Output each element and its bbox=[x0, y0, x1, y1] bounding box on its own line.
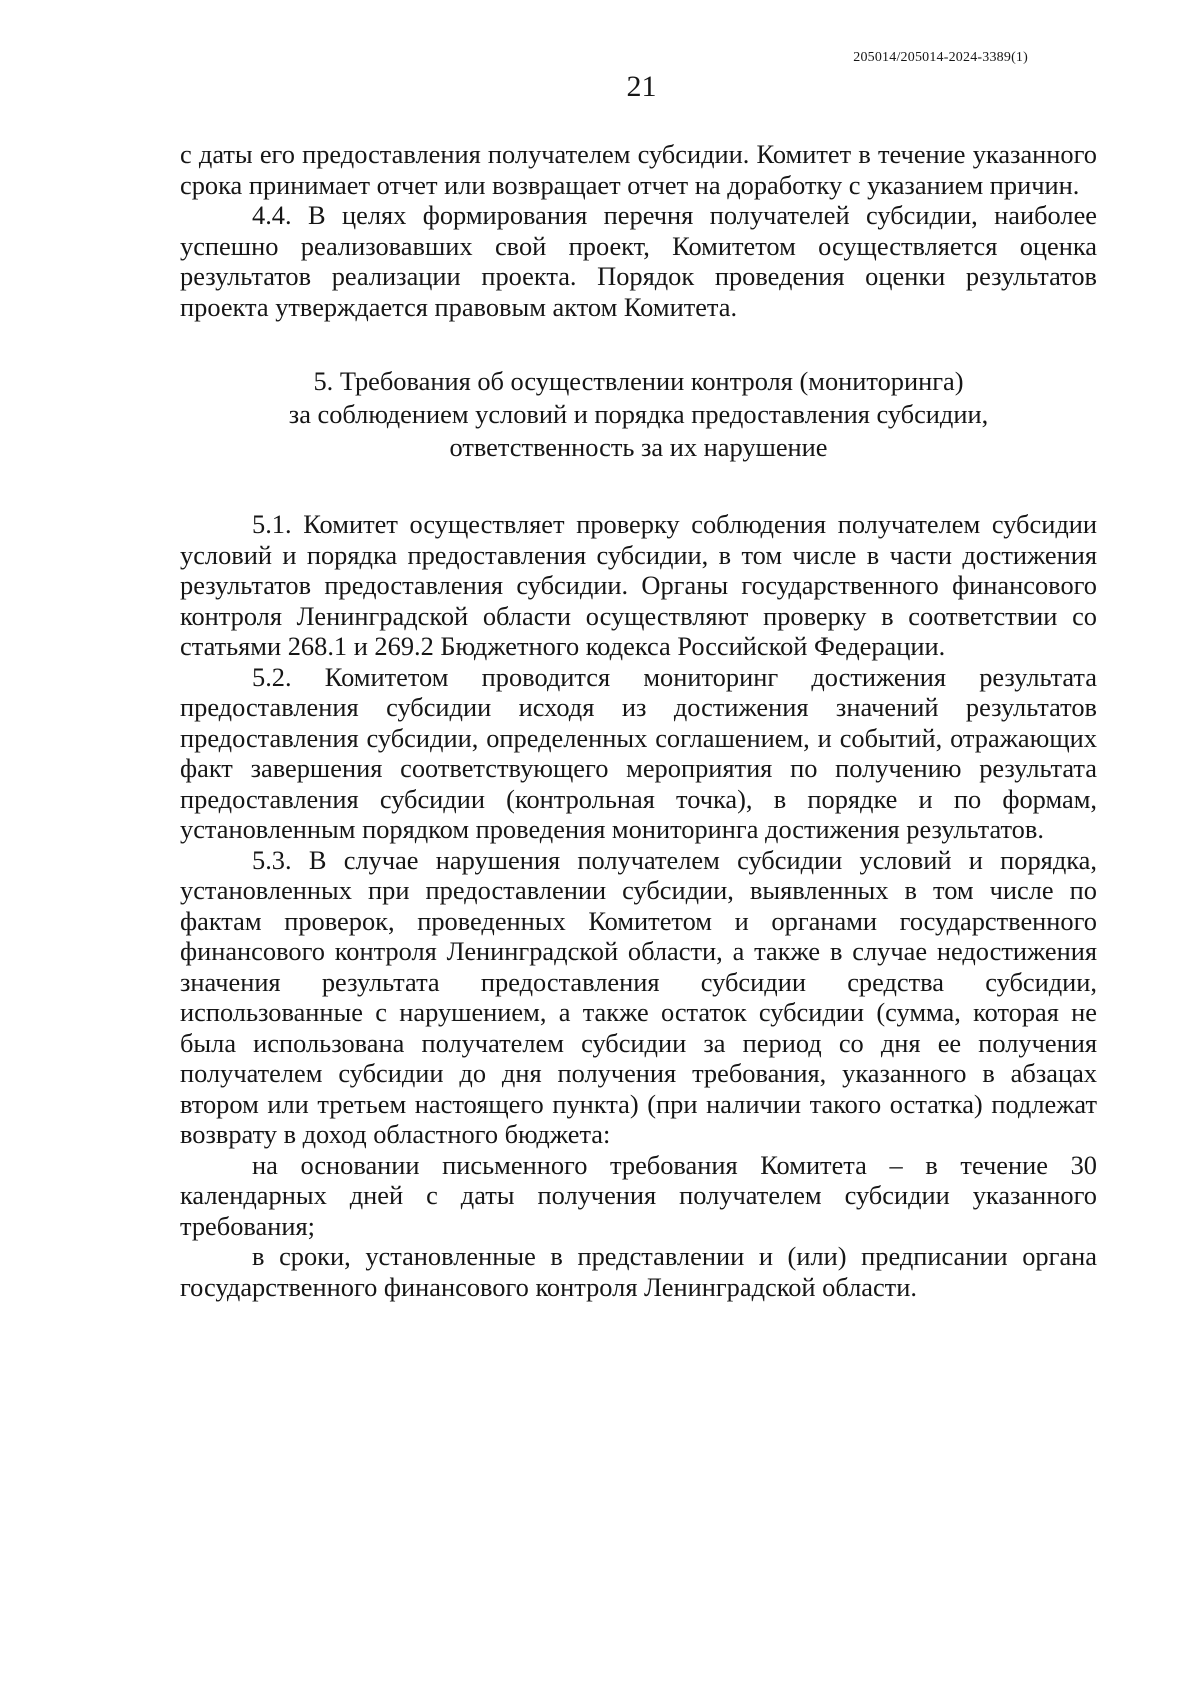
paragraph-4-4: 4.4. В целях формирования перечня получателей субсидии, наиболее успешно реализовавших свой проект, Комитетом осуществляется оценка результатов реализации проекта. Порядок проведения оценки результатов проекта утверждается правовым актом Комитета. bbox=[180, 200, 1097, 322]
paragraph-5-3-item-1: на основании письменного требования Комитета – в течение 30 календарных дней с даты получения получателем субсидии указанного требования; bbox=[180, 1149, 1097, 1241]
paragraph-5-2: 5.2. Комитетом проводится мониторинг достижения результата предоставления субсидии исходя из достижения значений результатов предоставления субсидии, определенных соглашением, и событий, отражающих факт завершения соответствующего мероприятия по получению результата предоставления субсидии (контрольная точка), в порядке и по формам, установленным порядком проведения мониторинга достижения результатов. bbox=[180, 661, 1097, 844]
section-5-title-line-1: 5. Требования об осуществлении контроля (мониторинга) bbox=[313, 366, 964, 396]
paragraph-continuation: с даты его предоставления получателем субсидии. Комитет в течение указанного срока принимает отчет или возвращает отчет на доработку с указанием причин. bbox=[180, 139, 1097, 200]
document-id: 205014/205014-2024-3389(1) bbox=[853, 50, 1028, 65]
paragraph-5-1: 5.1. Комитет осуществляет проверку соблюдения получателем субсидии условий и порядка предоставления субсидии, в том числе в части достижения результатов предоставления субсидии. Органы государственного финансового контроля Ленинградской области осуществляют проверку в соответствии со статьями 268.1 и 269.2 Бюджетного кодекса Российской Федерации. bbox=[180, 509, 1097, 661]
section-5-title-line-2: за соблюдением условий и порядка предоставления субсидии, bbox=[288, 399, 989, 429]
page-number: 21 bbox=[626, 70, 657, 103]
section-5-title-line-3: ответственность за их нарушение bbox=[449, 432, 828, 462]
paragraph-5-3-item-2: в сроки, установленные в представлении и (или) предписании органа государственного финансового контроля Ленинградской области. bbox=[180, 1241, 1097, 1302]
document-body bbox=[180, 139, 1097, 1302]
section-5-heading bbox=[180, 365, 1097, 464]
paragraph-5-3: 5.3. В случае нарушения получателем субсидии условий и порядка, установленных при предоставлении субсидии, выявленных в том числе по фактам проверок, проведенных Комитетом и органами государственного финансового контроля Ленинградской области, а также в случае недостижения значения результата предоставления субсидии средства субсидии, использованные с нарушением, а также остаток субсидии (сумма, которая не была использована получателем субсидии за период со дня ее получения получателем субсидии до дня получения требования, указанного в абзацах втором или третьем настоящего пункта) (при наличии такого остатка) подлежат возврату в доход областного бюджета: bbox=[180, 844, 1097, 1149]
